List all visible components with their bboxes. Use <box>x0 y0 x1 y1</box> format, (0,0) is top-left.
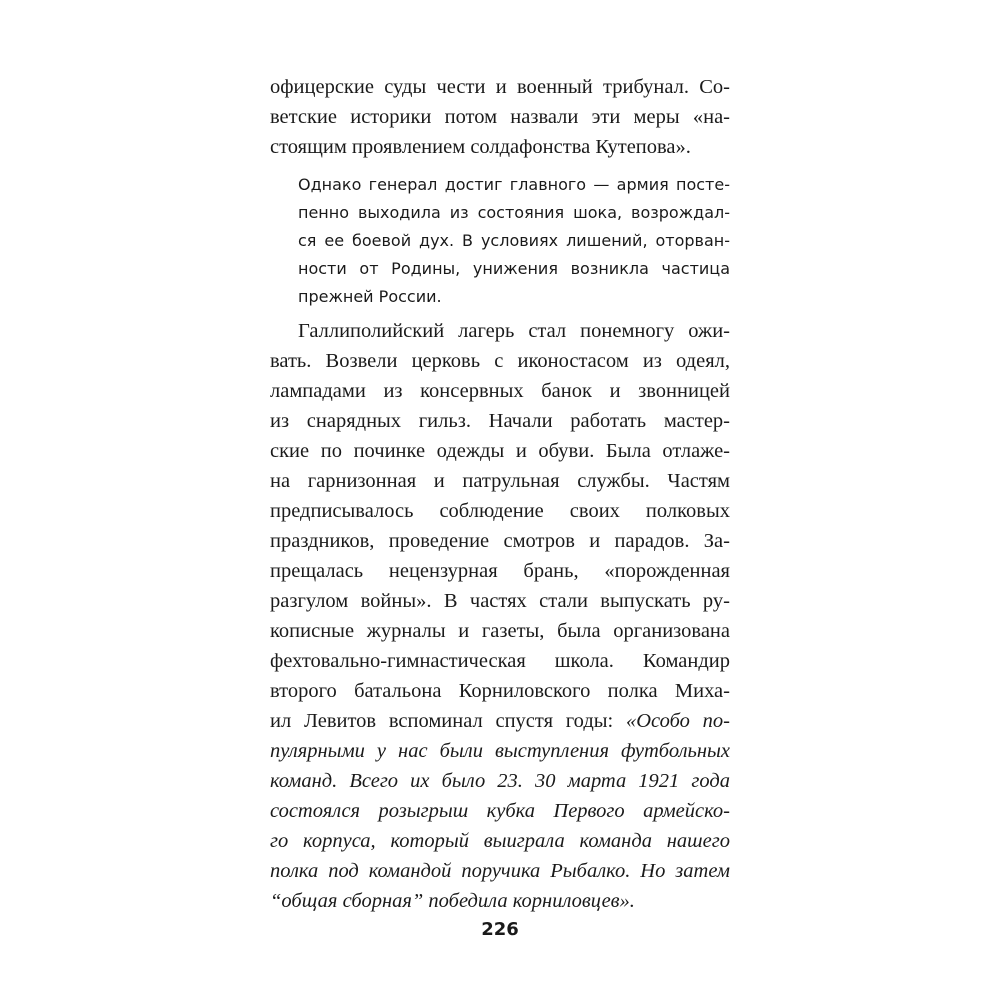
quote-line: полка под командой поручика Рыбалко. Но затем <box>270 860 730 882</box>
quote-line: “общая сборная” победила корниловцев». <box>270 890 635 912</box>
text-line: из снарядных гильз. Начали работать мастер- <box>270 410 730 432</box>
text-line: праздников, проведение смотров и парадов. За- <box>270 530 730 552</box>
quote-line: го корпуса, который выиграла команда нашего <box>270 830 730 852</box>
text-line-mixed <box>270 708 730 735</box>
text-line: ские по починке одежды и обуви. Была отлаже- <box>270 440 730 462</box>
text-line: на гарнизонная и патрульная службы. Частям <box>270 470 730 492</box>
text-line: кописные журналы и газеты, была организована <box>270 620 730 642</box>
text-line: стоящим проявлением солдафонства Кутепова». <box>270 136 691 158</box>
text-line: прещалась нецензурная брань, «порожденная <box>270 560 730 582</box>
text-line: Галлиполийский лагерь стал понемногу ожи- <box>298 320 730 342</box>
text-segment: ил Левитов вспоминал спустя годы: <box>270 710 626 732</box>
text-line: разгулом войны». В частях стали выпускать ру- <box>270 590 730 612</box>
text-line: лампадами из консервных банок и звонницей <box>270 380 730 402</box>
quote-start: «Особо по- <box>626 710 730 732</box>
text-line: второго батальона Корниловского полка Миха- <box>270 680 730 702</box>
text-line: фехтовально-гимнастическая школа. Командир <box>270 650 730 672</box>
text-line: предписывалось соблюдение своих полковых <box>270 500 730 522</box>
callout-line: ности от Родины, унижения возникла частица <box>298 259 730 278</box>
text-line: ветские историки потом назвали эти меры «на- <box>270 106 730 128</box>
text-line: офицерские суды чести и военный трибунал. Со- <box>270 76 730 98</box>
quote-line: команд. Всего их было 23. 30 марта 1921 года <box>270 770 730 792</box>
callout-line: ся ее боевой дух. В условиях лишений, оторван- <box>298 231 730 250</box>
callout-line: пенно выходила из состояния шока, возрождал- <box>298 203 730 222</box>
callout-line: Однако генерал достиг главного — армия посте- <box>298 175 730 194</box>
quote-line: состоялся розыгрыш кубка Первого армейско- <box>270 800 730 822</box>
page-number: 226 <box>481 919 519 940</box>
callout-line: прежней России. <box>298 287 442 306</box>
text-line: вать. Возвели церковь с иконостасом из одеял, <box>270 350 730 372</box>
quote-line: пулярными у нас были выступления футбольных <box>270 740 730 762</box>
